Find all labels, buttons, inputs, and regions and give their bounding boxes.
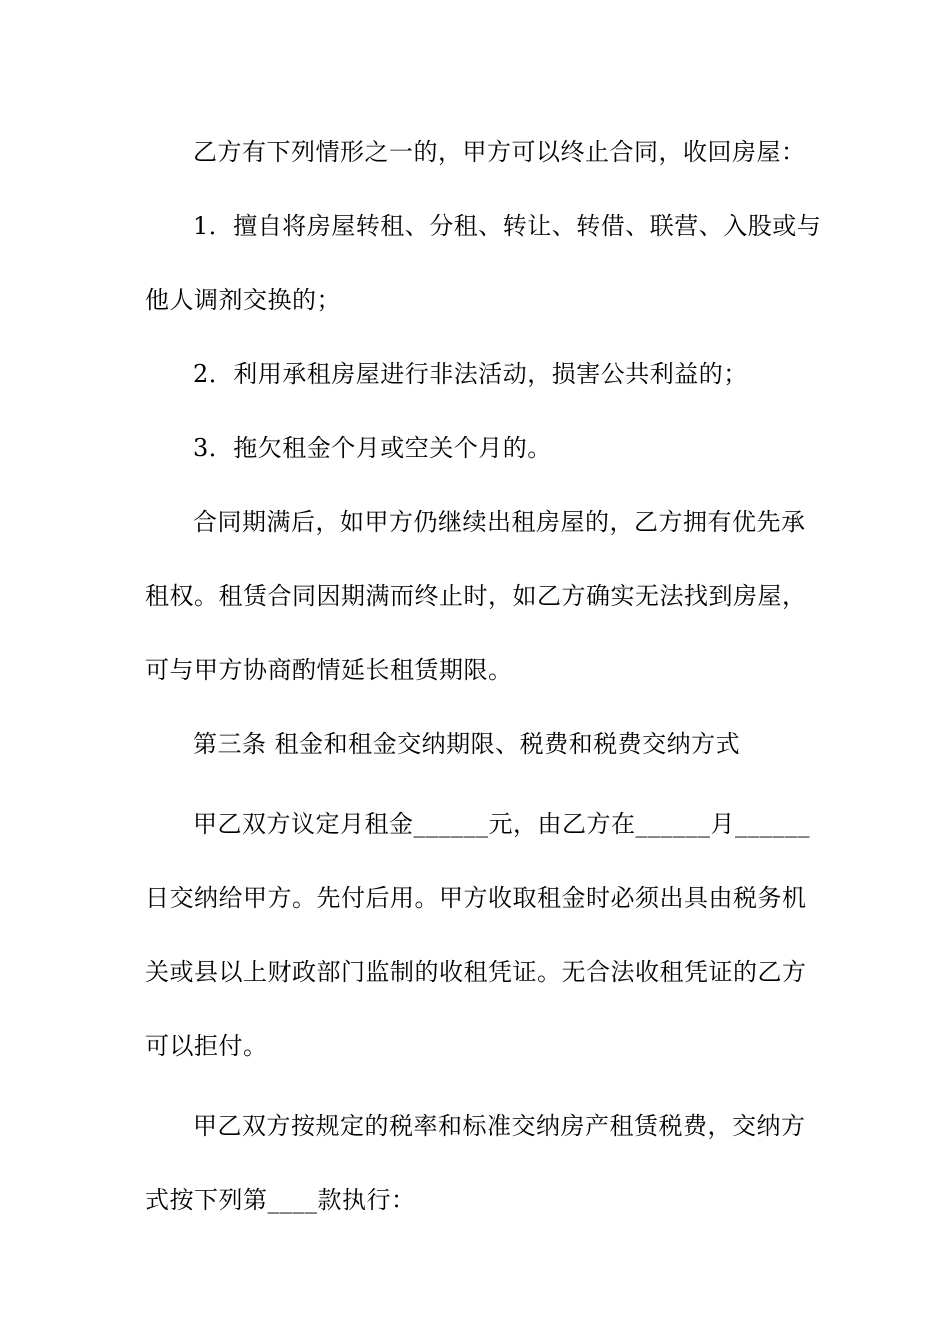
paragraph-renewal-line-2: 租权。租赁合同因期满而终止时，如乙方确实无法找到房屋， [145,582,807,610]
article-three-heading: 第三条 租金和租金交纳期限、税费和税费交纳方式 [193,730,741,758]
paragraph-rent-line-1: 甲乙双方议定月租金______元，由乙方在______月______ [193,810,810,838]
clause-item-1-line-1: 1．擅自将房屋转租、分租、转让、转借、联营、入股或与 [193,212,822,240]
paragraph-rent-line-3: 关或县以上财政部门监制的收租凭证。无合法收租凭证的乙方 [145,958,807,986]
clause-item-3: 3．拖欠租金个月或空关个月的。 [193,434,552,462]
paragraph-renewal-line-3: 可与甲方协商酌情延长租赁期限。 [145,656,513,684]
paragraph-tax-line-2: 式按下列第____款执行： [145,1186,416,1214]
clause-item-1-line-2: 他人调剂交换的； [145,286,341,314]
paragraph-renewal-line-1: 合同期满后，如甲方仍继续出租房屋的，乙方拥有优先承 [193,508,806,536]
paragraph-rent-line-2: 日交纳给甲方。先付后用。甲方收取租金时必须出具由税务机 [145,884,807,912]
paragraph-tax-line-1: 甲乙双方按规定的税率和标准交纳房产租赁税费，交纳方 [193,1112,806,1140]
clause-item-2: 2．利用承租房屋进行非法活动，损害公共利益的； [193,360,748,388]
paragraph-termination-intro: 乙方有下列情形之一的，甲方可以终止合同，收回房屋： [193,138,806,166]
paragraph-rent-line-4: 可以拒付。 [145,1032,268,1060]
